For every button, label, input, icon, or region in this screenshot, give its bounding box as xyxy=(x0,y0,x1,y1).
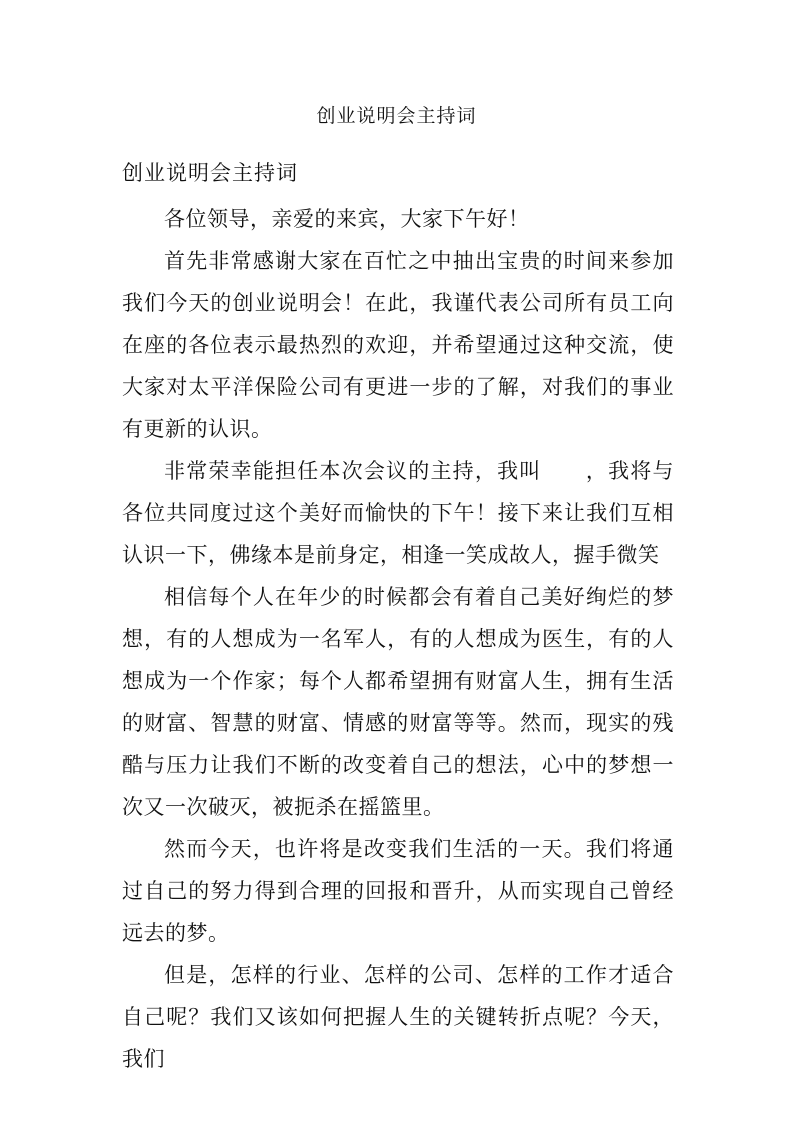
paragraph-host-intro: 非常荣幸能担任本次会议的主持，我叫 ，我将与各位共同度过这个美好而愉快的下午！接下来让我们互相认识一下，佛缘本是前身定，相逢一笑成故人，握手微笑 xyxy=(122,459,674,567)
page-title: 创业说明会主持词 xyxy=(316,105,477,127)
paragraph-today: 然而今天，也许将是改变我们生活的一天。我们将通过自己的努力得到合理的回报和晋升，从而实现自己曾经远去的梦。 xyxy=(122,837,674,945)
document-subtitle: 创业说明会主持词 xyxy=(122,161,298,185)
paragraph-greeting: 各位领导，亲爱的来宾，大家下午好！ xyxy=(164,207,530,231)
paragraph-thanks: 首先非常感谢大家在百忙之中抽出宝贵的时间来参加我们今天的创业说明会！在此，我谨代表公司所有员工向在座的各位表示最热烈的欢迎，并希望通过这种交流，使大家对太平洋保险公司有更进一步的了解，对我们的事业有更新的认识。 xyxy=(122,249,674,441)
paragraph-dreams: 相信每个人在年少的时候都会有着自己美好绚烂的梦想，有的人想成为一名军人，有的人想成为医生，有的人想成为一个作家；每个人都希望拥有财富人生，拥有生活的财富、智慧的财富、情感的财富等等。然而，现实的残酷与压力让我们不断的改变着自己的想法，心中的梦想一次又一次破灭，被扼杀在摇篮里。 xyxy=(122,585,674,819)
paragraph-question: 但是，怎样的行业、怎样的公司、怎样的工作才适合自己呢？我们又该如何把握人生的关键转折点呢？今天，我们 xyxy=(122,963,674,1071)
document-body xyxy=(122,198,674,1080)
